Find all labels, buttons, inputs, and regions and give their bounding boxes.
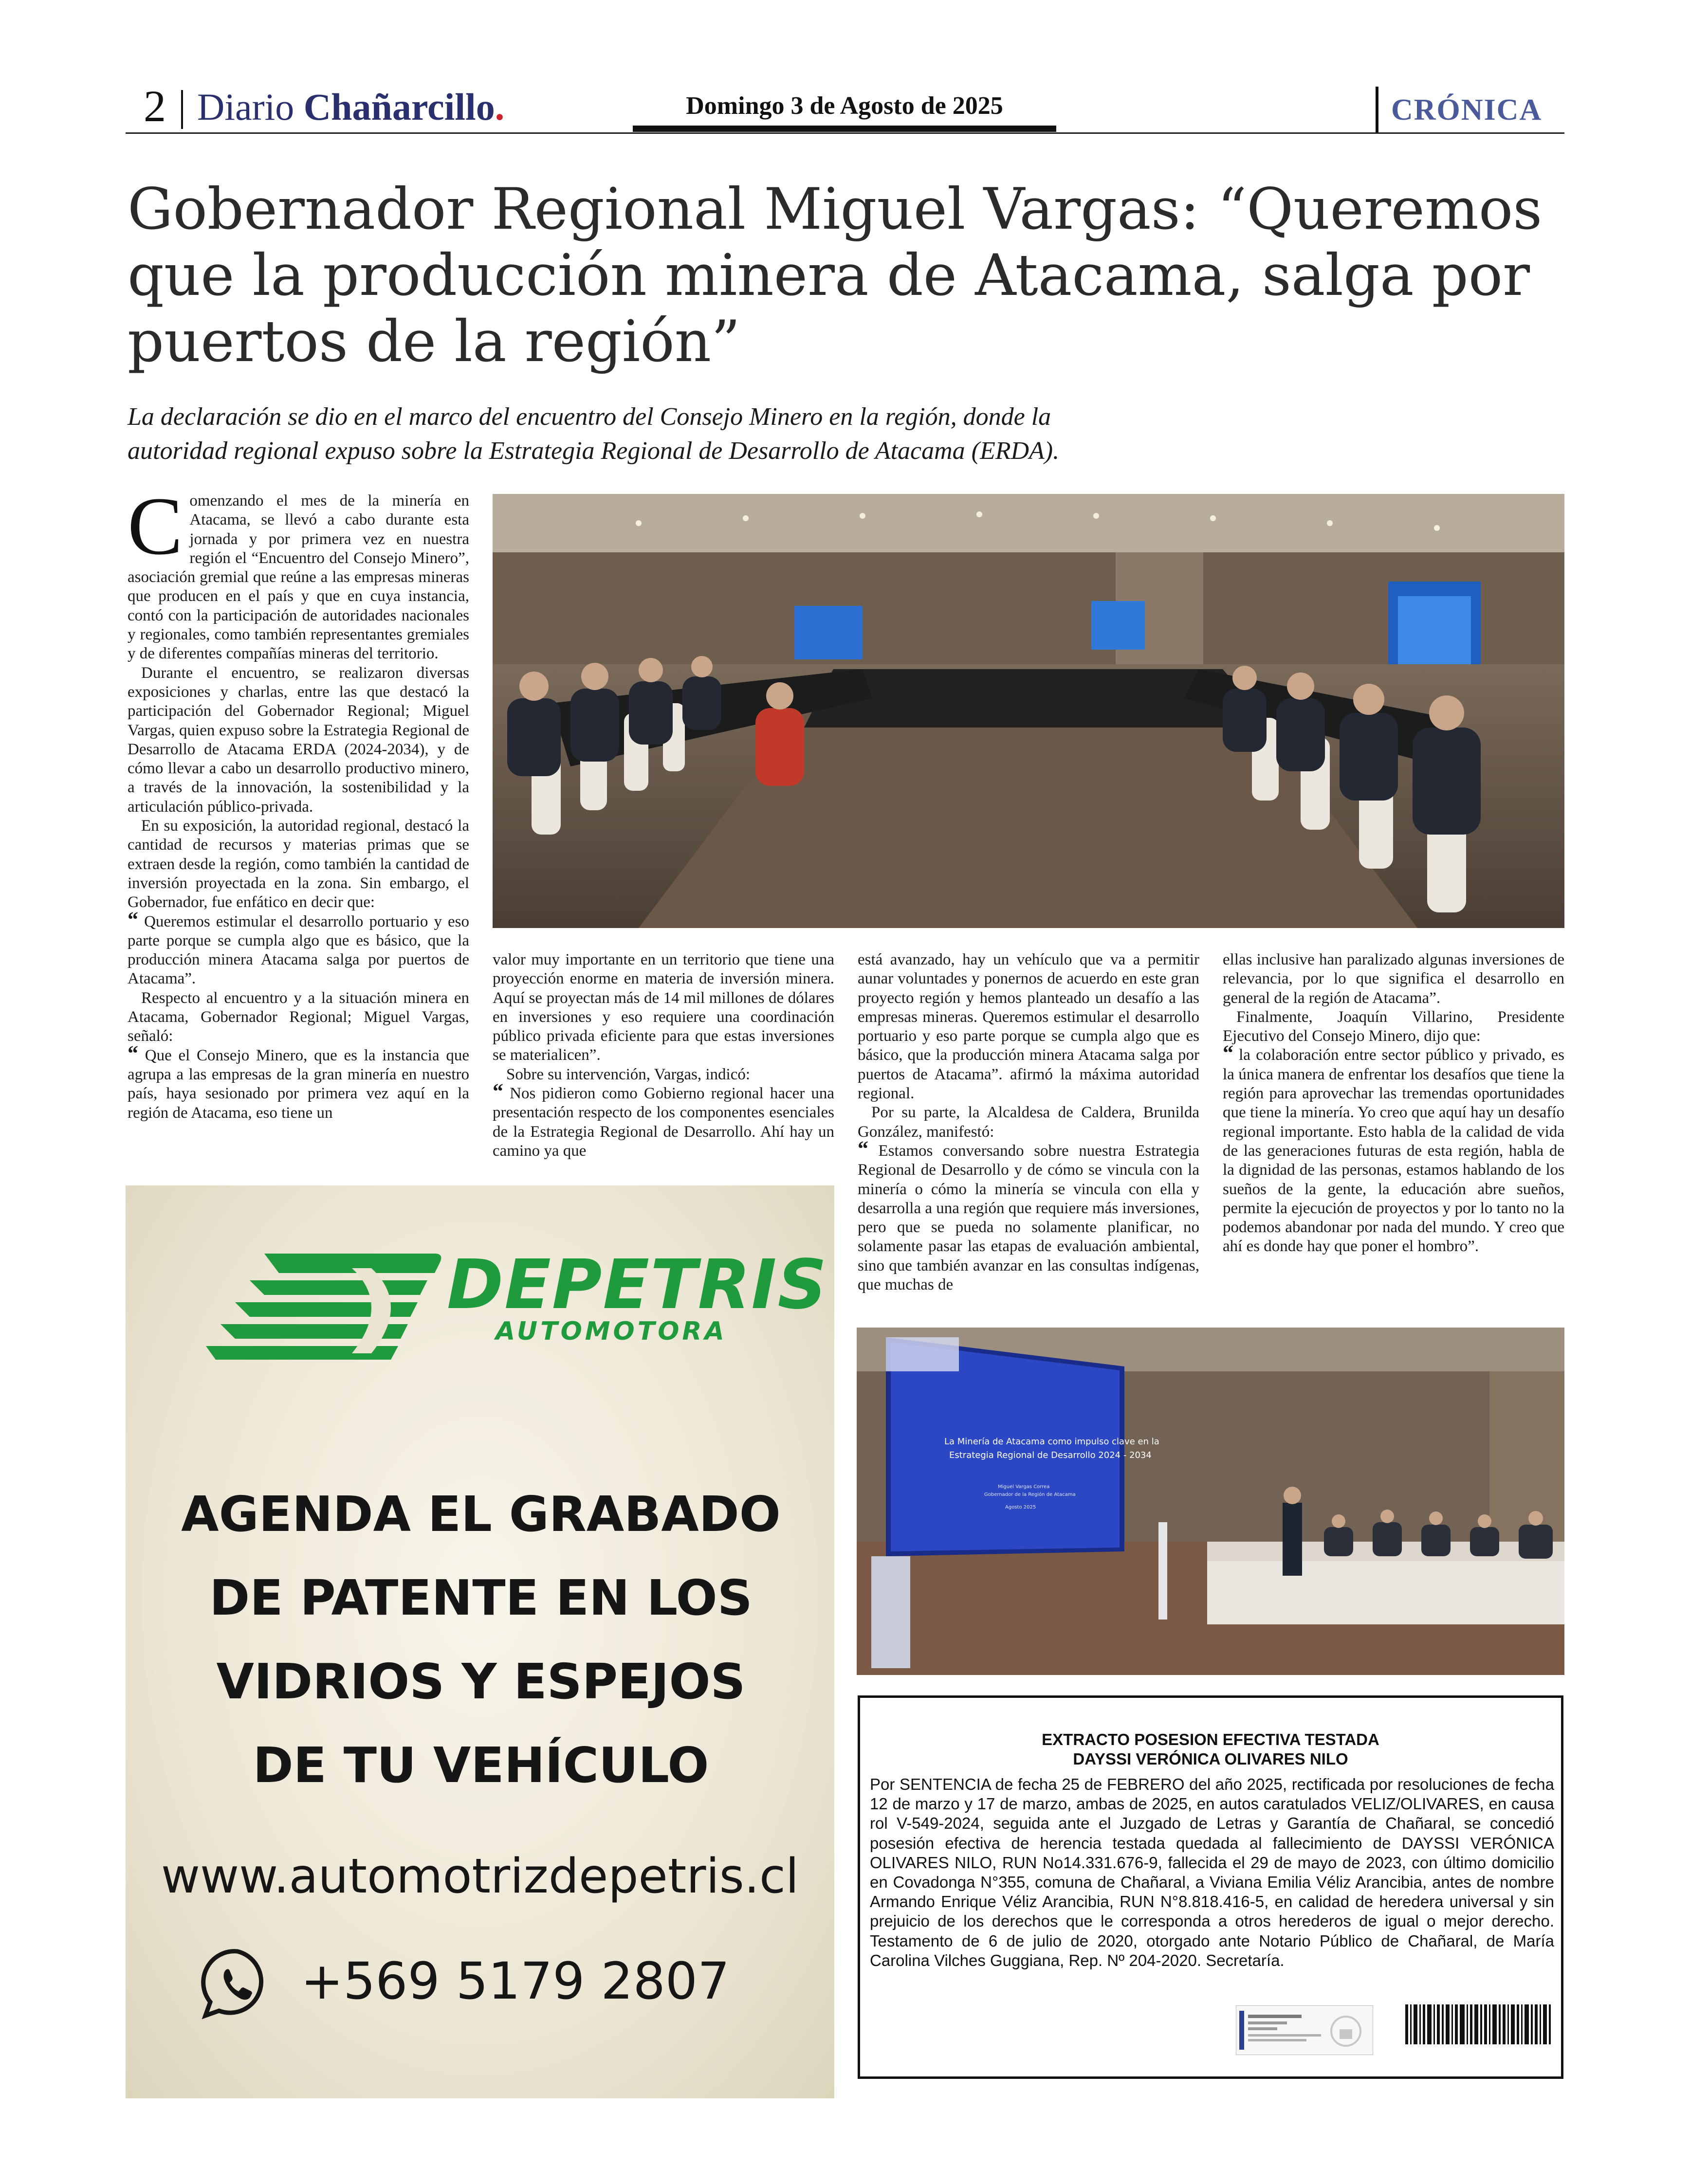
quote-mark-icon: “	[128, 1041, 138, 1065]
whatsapp-icon	[199, 1945, 276, 2022]
slide-date: Agosto 2025	[1005, 1505, 1036, 1510]
masthead	[197, 84, 504, 130]
col1-quote-1: Queremos estimular el desarrollo portuario y eso parte porque se cumpla algo que es básico, que la producción minera Atacama salga por puertos de Atacama”.	[128, 912, 470, 988]
article-column-4	[1223, 950, 1564, 1256]
lead-line-1: La declaración se dio en el marco del encuentro del Consejo Minero en la región, donde la	[128, 403, 1051, 431]
col3-paragraph-1: está avanzado, hay un vehículo que va a permitir aunar voluntades y ponernos de acuerdo en este gran proyecto región y hemos planteado un desafío a las empresas mineras. Queremos estimular el desarrollo portuario y eso parte porque se cumpla algo que es básico, que la producción minera Atacama salga por puertos de Atacama”. afirmó la máxima autoridad regional.	[858, 951, 1199, 1103]
col4-paragraph-2: Finalmente, Joaquín Villarino, Presidente Ejecutivo del Consejo Minero, dijo que:	[1223, 1008, 1564, 1045]
lead-line-2: autoridad regional expuso sobre la Estrategia Regional de Desarrollo de Atacama (ERDA).	[128, 437, 1060, 465]
col2-paragraph-1: valor muy importante en un territorio que tiene una proyección enorme en materia de inversión minera. Aquí se proyectan más de 14 mil millones de dólares en inversiones y eso requiere una coordinación público privada eficiente para que estas inversiones se materialicen”.	[493, 951, 834, 1064]
slide-speaker-name: Miguel Vargas Correa	[998, 1484, 1050, 1490]
quote-mark-icon: “	[493, 1079, 503, 1104]
section-label: CRÓNICA	[1391, 93, 1543, 127]
depetris-logo-icon	[206, 1249, 449, 1361]
masthead-prefix: Diario	[197, 86, 304, 128]
ad-brand-name: DEPETRIS	[447, 1245, 828, 1325]
article-column-1	[128, 480, 470, 1123]
slide-speaker-role: Gobernador de la Región de Atacama	[984, 1492, 1076, 1497]
col3-paragraph-2: Por su parte, la Alcaldesa de Caldera, Brunilda González, manifestó:	[858, 1104, 1199, 1141]
issue-date: Domingo 3 de Agosto de 2025	[686, 92, 1003, 120]
legal-notice	[858, 1695, 1563, 2079]
presentation-photo	[857, 1328, 1564, 1675]
col3-quote-1: Estamos conversando sobre nuestra Estrategia Regional de Desarrollo y de cómo se vincula con la minería o cómo la minería se vincula con ella y desarrolla a una región que requiere más inversiones, pero que se pueda no solamente planificar, no solamente pasar las etapas de evaluación ambiental, sino que también avanzar en las consultas indígenas, que muchas de	[858, 1142, 1200, 1294]
conference-room-photo	[493, 494, 1564, 928]
ad-headline-line: DE PATENTE EN LOS	[209, 1569, 753, 1626]
ad-headline-line: VIDRIOS Y ESPEJOS	[216, 1653, 746, 1710]
digital-signature-stamp	[1236, 2005, 1373, 2055]
ad-phone-number: +569 5179 2807	[301, 1951, 730, 2011]
legal-body: Por SENTENCIA de fecha 25 de FEBRERO del año 2025, rectificada por resoluciones de fecha 12 de marzo y 17 de marzo, ambas de 2025, en autos caratulados VELIZ/OLIVARES, en causa rol V-549-2024, seguida ante el Juzgado de Letras y Garantía de Chañaral, se concedió posesión efectiva de herencia testada quedada al fallecimiento de DAYSSI VERÓNICA OLIVARES NILO, RUN No14.331.676-9, fallecida el 29 de mayo de 2023, con último domicilio en Covadonga N°355, comuna de Chañaral, a Viviana Emilia Véliz Arancibia, antes de nombre Armando Enrique Véliz Arancibia, RUN N°8.818.416-5, en calidad de heredera universal y sin prejuicio de los derechos que le corresponda a otros herederos de igual o mejor derecho. Testamento de 6 de julio de 2020, otorgado ante Notario Público de Chañaral, de María Carolina Vilches Guggiana, Rep. Nº 204-2020. Secretaría.	[870, 1775, 1554, 1969]
col1-paragraph-4: Respecto al encuentro y a la situación minera en Atacama, Gobernador Regional; Miguel Vargas, señaló:	[128, 989, 469, 1045]
ad-headline	[155, 1473, 807, 1807]
quote-mark-icon: “	[1223, 1041, 1233, 1065]
col4-paragraph-1: ellas inclusive han paralizado algunas inversiones de relevancia, por lo que significa el desarrollo en general de la región de Atacama”.	[1223, 951, 1564, 1007]
date-underline	[633, 126, 1056, 132]
ad-headline-line: DE TU VEHÍCULO	[253, 1737, 709, 1794]
article-column-2	[493, 950, 834, 1161]
section-divider	[1376, 87, 1378, 133]
header-divider	[181, 90, 183, 129]
masthead-dot: .	[495, 86, 505, 128]
ad-website: www.automotrizdepetris.cl	[161, 1849, 799, 1904]
slide-title-line-2: Estrategia Regional de Desarrollo 2024 - 2034	[949, 1450, 1152, 1460]
drop-cap: C	[128, 480, 183, 572]
depetris-advertisement	[126, 1185, 834, 2098]
col4-quote-1: la colaboración entre sector público y privado, es la única manera de enfrentar los desafíos que tiene la región para aprovechar las tremendas oportunidades que tiene la minería. Yo creo que aquí hay un desafío regional importante. Esto habla de la calidad de vida de las generaciones futuras de esta región, habla de la dignidad de las personas, estamos hablando de los sueños de la gente, la educación abre sueños, permite la ejecución de proyectos y por lo tanto no la podemos abandonar por nada del mundo. Y creo que ahí es donde hay que poner el hombro”.	[1223, 1046, 1564, 1256]
col1-paragraph-2: Durante el encuentro, se realizaron diversas exposiciones y charlas, entre las que destacó la participación del Gobernador Regional; Miguel Vargas, quien expuso sobre la Estrategia Regional de Desarrollo de Atacama ERDA (2024-2034), y de cómo llevar a cabo un desarrollo productivo minero, a través de la innovación, la sostenibilidad y la articulación público-privada.	[128, 664, 469, 816]
col1-paragraph-3: En su exposición, la autoridad regional, destacó la cantidad de recursos y materias primas que se extraen desde la región, como también la cantidad de inversión proyectada en la zona. Sin embargo, el Gobernador, fue enfático en decir que:	[128, 817, 469, 911]
ad-brand-subtitle: AUTOMOTORA	[496, 1317, 727, 1346]
legal-title-line-1: EXTRACTO POSESION EFECTIVA TESTADA	[1042, 1730, 1379, 1748]
header-rule	[126, 132, 1564, 134]
page-number: 2	[144, 81, 166, 131]
article-title: Gobernador Regional Miguel Vargas: “Queremos que la producción minera de Atacama, salga por puertos de la región”	[128, 176, 1543, 375]
quote-mark-icon: “	[128, 907, 138, 931]
col2-quote-1: Nos pidieron como Gobierno regional hacer una presentación respecto de los componentes esenciales de la Estrategia Regional de Desarrollo. Ahí hay un camino ya que	[493, 1085, 835, 1160]
col1-paragraph-1: omenzando el mes de la minería en Atacama, se llevó a cabo durante esta jornada y por primera vez en nuestra región el “Encuentro del Consejo Minero”, asociación gremial que reúne a las empresas mineras que producen en el país y que en cuya instancia, contó con la participación de autoridades nacionales y regionales, como también representantes gremiales y de diferentes compañías mineras del territorio.	[128, 492, 469, 663]
article-lead	[128, 400, 1315, 468]
ad-headline-line: AGENDA EL GRABADO	[181, 1486, 781, 1543]
article-column-3	[858, 950, 1199, 1294]
masthead-name: Chañarcillo	[303, 86, 495, 128]
col2-paragraph-2: Sobre su intervención, Vargas, indicó:	[506, 1065, 751, 1083]
legal-title-line-2: DAYSSI VERÓNICA OLIVARES NILO	[1073, 1750, 1348, 1768]
barcode-icon	[1405, 2004, 1551, 2053]
slide-title-line-1: La Minería de Atacama como impulso clave en la	[944, 1437, 1159, 1447]
quote-mark-icon: “	[858, 1136, 868, 1161]
col1-quote-2: Que el Consejo Minero, que es la instancia que agrupa a las empresas de la gran minería en nuestro país, haya sesionado por primera vez aquí en la región de Atacama, eso tiene un	[128, 1046, 469, 1122]
